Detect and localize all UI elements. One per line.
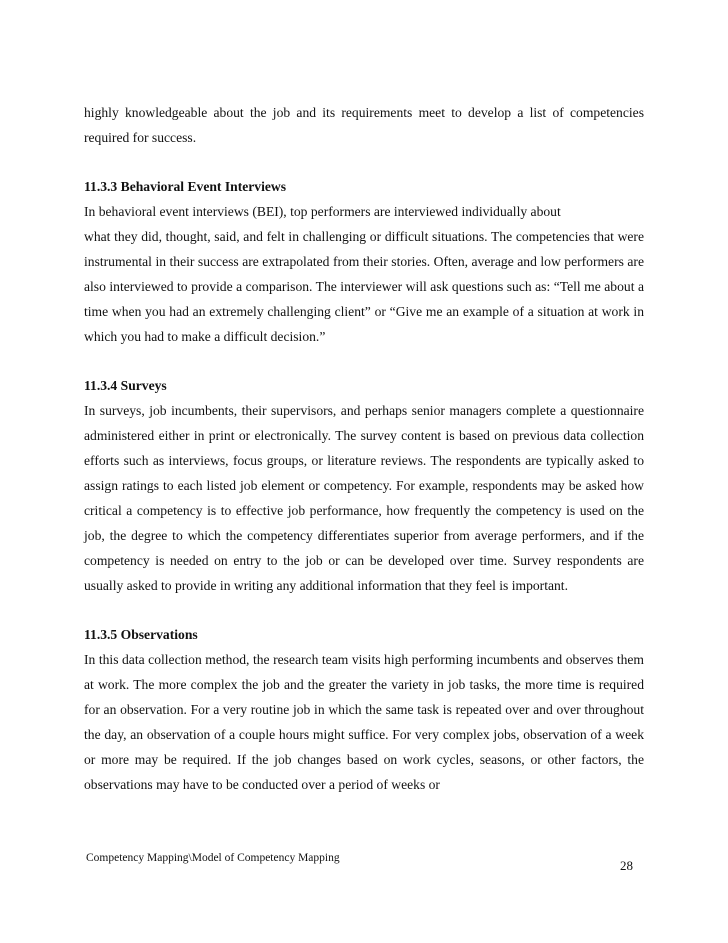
bei-paragraph-line-1: In behavioral event interviews (BEI), top performers are interviewed individually about (84, 204, 561, 219)
section-heading-bei: 11.3.3 Behavioral Event Interviews (84, 179, 287, 194)
section-heading-observations: 11.3.5 Observations (84, 627, 198, 642)
page-body (84, 100, 644, 797)
page-number: 28 (620, 858, 633, 873)
footer-title: Competency Mapping\Model of Competency Mapping (86, 852, 340, 864)
intro-paragraph: highly knowledgeable about the job and its requirements meet to develop a list of competencies required for success. (84, 105, 644, 145)
section-heading-surveys: 11.3.4 Surveys (84, 378, 167, 393)
bei-paragraph: what they did, thought, said, and felt in challenging or difficult situations. The competencies that were instrumental in their success are extrapolated from their stories. Often, average and low performers are also interviewed to provide a comparison. The interviewer will ask questions such as: “Tell me about a time when you had an extremely challenging client” or “Give me an example of a situation at work in which you had to make a difficult decision.” (84, 229, 644, 344)
surveys-paragraph: In surveys, job incumbents, their supervisors, and perhaps senior managers complete a questionnaire administered either in print or electronically. The survey content is based on previous data collection efforts such as interviews, focus groups, or literature reviews. The respondents are typically asked to assign ratings to each listed job element or competency. For example, respondents may be asked how critical a competency is to effective job performance, how frequently the competency is used on the job, the degree to which the competency differentiates superior from average performers, and if the competency is needed on entry to the job or can be developed over time. Survey respondents are usually asked to provide in writing any additional information that they feel is important. (84, 403, 644, 593)
observations-paragraph: In this data collection method, the research team visits high performing incumbents and observes them at work. The more complex the job and the greater the variety in job tasks, the more time is required for an observation. For a very routine job in which the same task is repeated over and over throughout the day, an observation of a couple hours might suffice. For very complex jobs, observation of a week or more may be required. If the job changes based on work cycles, seasons, or other factors, the observations may have to be conducted over a period of weeks or (84, 652, 644, 792)
